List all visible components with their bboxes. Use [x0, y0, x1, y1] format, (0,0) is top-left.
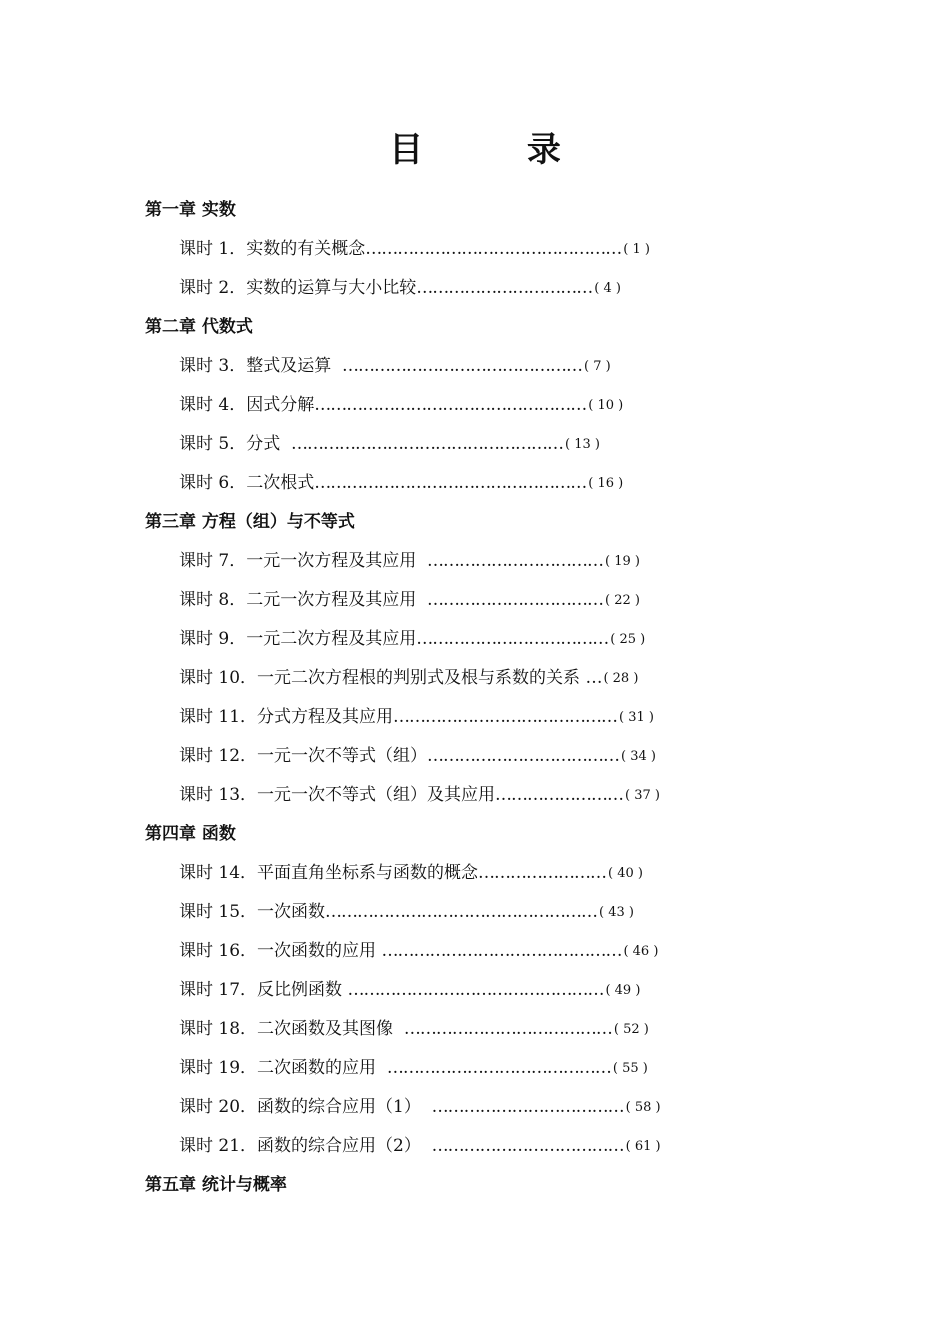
lesson-title: 二元一次方程及其应用	[246, 590, 428, 610]
toc-entry[interactable]	[0, 659, 950, 698]
page-title: 目 录	[389, 130, 607, 170]
lesson-label: 课时 1．	[179, 239, 247, 259]
lesson-title: 因式分解	[246, 395, 315, 415]
dot-leader: …………………………………………	[347, 980, 604, 1000]
toc-entry[interactable]	[0, 386, 950, 425]
dot-leader: ………………………………	[427, 746, 620, 766]
page-number: ( 22 )	[605, 593, 640, 608]
lesson-title: 二次根式	[246, 473, 315, 493]
lesson-title: 一元二次方程及其应用	[246, 629, 417, 649]
lesson-title: 一次函数的应用	[257, 941, 382, 961]
lesson-label: 课时 8．	[179, 590, 247, 610]
lesson-label: 课时 5．	[179, 434, 247, 454]
dot-leader: …………………………………………	[365, 239, 622, 259]
toc-entry[interactable]	[0, 776, 950, 815]
page-number: ( 40 )	[608, 866, 643, 881]
dot-leader: ……………………………………………	[325, 902, 598, 922]
toc-entry[interactable]	[0, 269, 950, 308]
lesson-label: 课时 14．	[179, 863, 258, 883]
lesson-title: 平面直角坐标系与函数的概念	[257, 863, 479, 883]
page-number: ( 10 )	[588, 398, 624, 413]
toc-entry[interactable]	[0, 347, 950, 386]
toc-entry[interactable]	[0, 1127, 950, 1166]
lesson-label: 课时 20．	[179, 1097, 258, 1117]
page-number: ( 19 )	[605, 554, 640, 569]
lesson-title: 实数的有关概念	[246, 239, 366, 259]
page-number: ( 16 )	[588, 476, 624, 491]
toc-entry[interactable]	[0, 1088, 950, 1127]
dot-leader: ………………………………	[431, 1097, 624, 1117]
page-number: ( 34 )	[621, 749, 656, 764]
dot-leader: ……………………………………………	[314, 395, 587, 415]
dot-leader: ……………………………	[416, 278, 593, 298]
page-number: ( 7 )	[584, 359, 611, 374]
toc-entry[interactable]	[0, 737, 950, 776]
page-number: ( 37 )	[625, 788, 660, 803]
page-number: ( 31 )	[619, 710, 654, 725]
dot-leader: ……………………	[478, 863, 607, 883]
chapter-heading: 第一章 实数	[145, 200, 236, 220]
lesson-label: 课时 10．	[179, 668, 258, 688]
toc-entry[interactable]	[0, 1049, 950, 1088]
page-number: ( 13 )	[565, 437, 600, 452]
lesson-label: 课时 6．	[179, 473, 247, 493]
toc-entry[interactable]	[0, 698, 950, 737]
lesson-title: 一元二次方程根的判别式及根与系数的关系	[257, 668, 586, 688]
lesson-title: 二次函数及其图像	[257, 1019, 404, 1039]
lesson-label: 课时 17．	[179, 980, 258, 1000]
lesson-title: 一元一次方程及其应用	[246, 551, 428, 571]
lesson-label: 课时 13．	[179, 785, 258, 805]
dot-leader: ……………………………………………	[314, 473, 587, 493]
toc-entry[interactable]	[0, 425, 950, 464]
lesson-title: 分式	[246, 434, 292, 454]
toc-entry[interactable]	[0, 1010, 950, 1049]
chapter-heading: 第五章 统计与概率	[145, 1175, 287, 1195]
lesson-label: 课时 21．	[179, 1136, 258, 1156]
lesson-label: 课时 2．	[179, 278, 247, 298]
lesson-label: 课时 9．	[179, 629, 247, 649]
dot-leader: ……………………………………………	[291, 434, 564, 454]
lesson-label: 课时 4．	[179, 395, 247, 415]
toc-entry[interactable]	[0, 971, 950, 1010]
toc-entry[interactable]	[0, 464, 950, 503]
lesson-title: 二次函数的应用	[257, 1058, 387, 1078]
page-number: ( 58 )	[625, 1100, 661, 1115]
toc-entry[interactable]	[0, 620, 950, 659]
lesson-title: 整式及运算	[246, 356, 343, 376]
dot-leader: ……………………………………	[386, 1058, 611, 1078]
toc-entry[interactable]	[0, 581, 950, 620]
page-number: ( 55 )	[612, 1061, 648, 1076]
lesson-title: 分式方程及其应用	[257, 707, 394, 727]
page-number: ( 43 )	[599, 905, 634, 920]
page-number: ( 49 )	[605, 983, 641, 998]
lesson-label: 课时 19．	[179, 1058, 258, 1078]
lesson-label: 课时 16．	[179, 941, 258, 961]
dot-leader: ……………………………	[427, 551, 604, 571]
chapter-heading: 第四章 函数	[145, 824, 236, 844]
lesson-label: 课时 15．	[179, 902, 258, 922]
toc-entry[interactable]	[0, 542, 950, 581]
toc-entry[interactable]	[0, 932, 950, 971]
lesson-title: 一次函数	[257, 902, 326, 922]
dot-leader: ………………………………	[416, 629, 609, 649]
lesson-title: 实数的运算与大小比较	[246, 278, 417, 298]
dot-leader: ………………………………………	[381, 941, 622, 961]
dot-leader: ……………………………………	[393, 707, 618, 727]
lesson-label: 课时 7．	[179, 551, 247, 571]
dot-leader: …………………………………	[403, 1019, 612, 1039]
lesson-title: 反比例函数	[257, 980, 348, 1000]
page-number: ( 28 )	[603, 671, 639, 686]
lesson-label: 课时 11．	[179, 707, 258, 727]
lesson-label: 课时 18．	[179, 1019, 258, 1039]
lesson-title: 一元一次不等式（组）	[257, 746, 428, 766]
toc-entry[interactable]	[0, 230, 950, 269]
lesson-label: 课时 3．	[179, 356, 247, 376]
chapter-heading: 第三章 方程（组）与不等式	[145, 512, 355, 532]
lesson-label: 课时 12．	[179, 746, 258, 766]
dot-leader: ………………………………	[431, 1136, 624, 1156]
toc-entry[interactable]	[0, 893, 950, 932]
toc-entry[interactable]	[0, 854, 950, 893]
dot-leader: …	[585, 668, 602, 688]
lesson-title: 一元一次不等式（组）及其应用	[257, 785, 496, 805]
page-number: ( 61 )	[625, 1139, 661, 1154]
page-number: ( 25 )	[610, 632, 646, 647]
table-of-contents	[0, 191, 950, 1205]
chapter-heading: 第二章 代数式	[145, 317, 253, 337]
page-number: ( 4 )	[594, 281, 621, 296]
page-number: ( 46 )	[623, 944, 659, 959]
page-number: ( 52 )	[613, 1022, 649, 1037]
dot-leader: ……………………………	[427, 590, 604, 610]
page-number: ( 1 )	[623, 242, 650, 257]
dot-leader: ………………………………………	[342, 356, 583, 376]
lesson-title: 函数的综合应用（2）	[257, 1136, 432, 1156]
dot-leader: ……………………	[495, 785, 624, 805]
lesson-title: 函数的综合应用（1）	[257, 1097, 432, 1117]
